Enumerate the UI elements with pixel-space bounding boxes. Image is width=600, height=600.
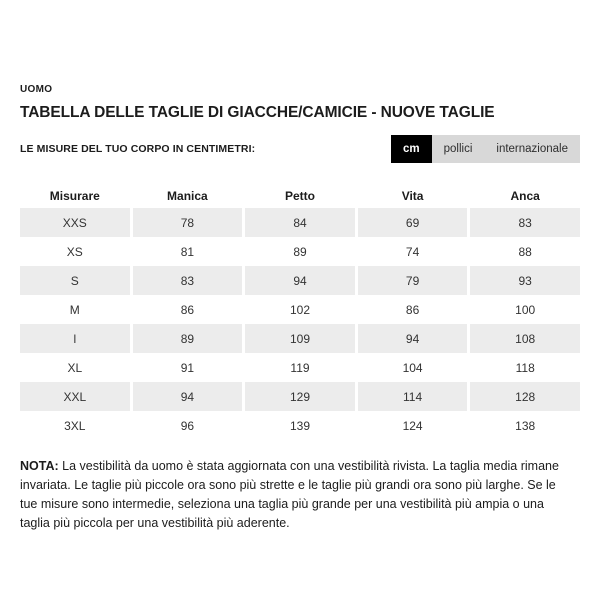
subtitle-row xyxy=(20,135,580,163)
measure-cell: 139 xyxy=(245,411,355,440)
measure-cell: 109 xyxy=(245,324,355,353)
header-vita: Vita xyxy=(401,189,424,203)
size-label-cell: l xyxy=(20,324,130,353)
table-row xyxy=(20,208,580,237)
size-label-cell: 3XL xyxy=(20,411,130,440)
table-row xyxy=(20,353,580,382)
measurements-subtitle: LE MISURE DEL TUO CORPO IN CENTIMETRI: xyxy=(20,143,256,155)
measure-cell: 88 xyxy=(470,237,580,266)
table-row xyxy=(20,237,580,266)
tab-internazionale[interactable]: internazionale xyxy=(496,143,568,155)
measure-cell: 81 xyxy=(133,237,243,266)
measure-cell: 86 xyxy=(358,295,468,324)
measure-cell: 91 xyxy=(133,353,243,382)
tab-pollici[interactable]: pollici xyxy=(443,143,473,155)
category-label: UOMO xyxy=(20,84,53,95)
measure-cell: 100 xyxy=(470,295,580,324)
measure-cell: 94 xyxy=(133,382,243,411)
note-text: La vestibilità da uomo è stata aggiornata con una vestibilità rivista. La taglia media rimane invariata. Le taglie più piccole ora sono più strette e le taglie più grandi ora sono più larghe. Se le tue misure sono intermedie, seleziona una taglia più grande per una vestibilità più ampia o una taglia più piccola per una vestibilità più aderente. xyxy=(20,459,559,530)
unit-tabs xyxy=(391,135,580,163)
table-header-row xyxy=(20,184,580,208)
size-label-cell: XXS xyxy=(20,208,130,237)
measure-cell: 124 xyxy=(358,411,468,440)
size-label-cell: S xyxy=(20,266,130,295)
size-table xyxy=(20,184,580,440)
measure-cell: 89 xyxy=(133,324,243,353)
measure-cell: 94 xyxy=(245,266,355,295)
note-label: NOTA: xyxy=(20,459,59,473)
measure-cell: 119 xyxy=(245,353,355,382)
table-row xyxy=(20,324,580,353)
header-misurare: Misurare xyxy=(49,189,100,203)
header-anca: Anca xyxy=(510,189,540,203)
measure-cell: 128 xyxy=(470,382,580,411)
measure-cell: 83 xyxy=(470,208,580,237)
header-manica: Manica xyxy=(167,189,208,203)
measure-cell: 79 xyxy=(358,266,468,295)
measure-cell: 78 xyxy=(133,208,243,237)
measure-cell: 94 xyxy=(358,324,468,353)
tab-cm[interactable]: cm xyxy=(391,135,432,163)
measure-cell: 118 xyxy=(470,353,580,382)
measure-cell: 102 xyxy=(245,295,355,324)
table-row xyxy=(20,295,580,324)
measure-cell: 96 xyxy=(133,411,243,440)
measure-cell: 114 xyxy=(358,382,468,411)
page-title: TABELLA DELLE TAGLIE DI GIACCHE/CAMICIE - NUOVE TAGLIE xyxy=(20,104,495,121)
measure-cell: 108 xyxy=(470,324,580,353)
measure-cell: 93 xyxy=(470,266,580,295)
measure-cell: 74 xyxy=(358,237,468,266)
measure-cell: 86 xyxy=(133,295,243,324)
measure-cell: 83 xyxy=(133,266,243,295)
table-row xyxy=(20,411,580,440)
size-label-cell: M xyxy=(20,295,130,324)
size-label-cell: XL xyxy=(20,353,130,382)
measure-cell: 104 xyxy=(358,353,468,382)
measure-cell: 89 xyxy=(245,237,355,266)
header-petto: Petto xyxy=(284,189,315,203)
measure-cell: 84 xyxy=(245,208,355,237)
measure-cell: 138 xyxy=(470,411,580,440)
table-row xyxy=(20,266,580,295)
size-label-cell: XXL xyxy=(20,382,130,411)
fit-note xyxy=(20,457,576,533)
table-row xyxy=(20,382,580,411)
size-label-cell: XS xyxy=(20,237,130,266)
measure-cell: 129 xyxy=(245,382,355,411)
measure-cell: 69 xyxy=(358,208,468,237)
